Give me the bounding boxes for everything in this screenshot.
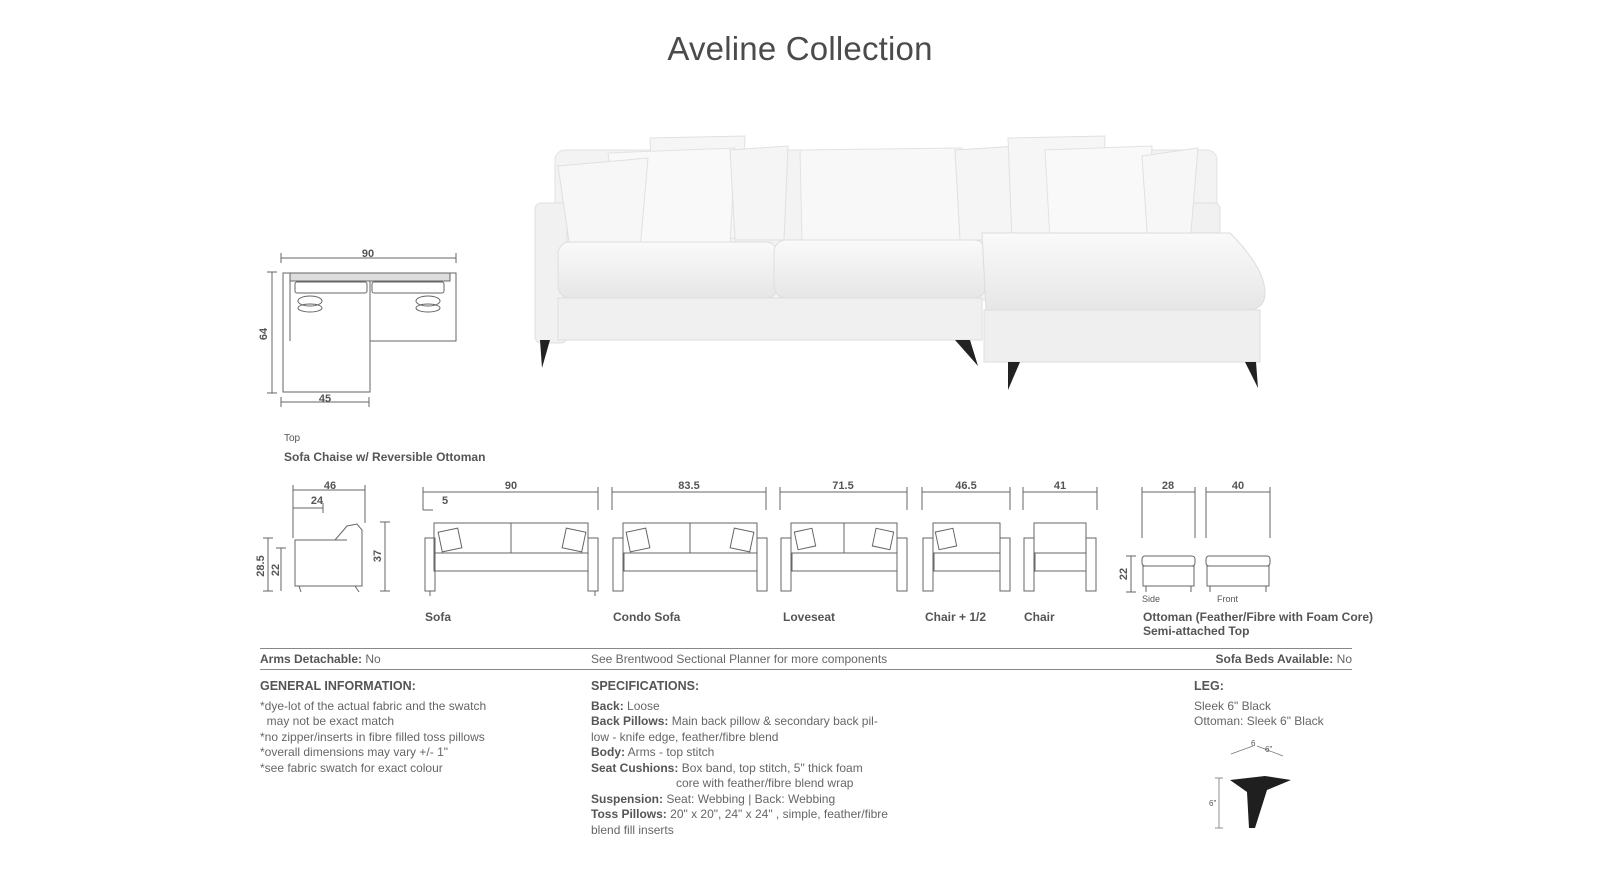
spec-seat-value: Box band, top stitch, 5" thick foam <box>681 760 863 775</box>
ottoman-side-width: 28 <box>1161 480 1175 492</box>
component-loveseat-label: Loveseat <box>783 610 836 624</box>
leg-line2: Ottoman: Sleek 6" Black <box>1194 714 1324 728</box>
chair-half-width: 46.5 <box>955 480 977 492</box>
chair-width: 41 <box>1053 480 1067 492</box>
dim-height: 37 <box>372 549 384 563</box>
leg-dim-h: 6" <box>1209 799 1217 808</box>
general-info <box>260 679 486 776</box>
specs-heading: SPECIFICATIONS: <box>591 679 700 693</box>
ottoman-name-line1: Ottoman (Feather/Fibre with Foam Core) <box>1143 610 1374 624</box>
spec-back-label: Back: <box>591 698 624 713</box>
spec-body-value: Arms - top stitch <box>627 745 715 759</box>
divider-top <box>260 648 1352 649</box>
component-sofa-label: Sofa <box>425 610 452 624</box>
spec-body-label: Body: <box>591 745 625 759</box>
divider-bottom <box>260 669 1352 670</box>
spec-back-value: Loose <box>627 698 660 713</box>
top-view-diagram <box>255 246 470 414</box>
spec-pillows-value: Main back pillow & secondary back pil- <box>671 714 878 728</box>
dim-side-depth: 46 <box>323 480 337 492</box>
components-diagram <box>420 478 1120 598</box>
sofa-extra: 5 <box>441 495 449 507</box>
leg-heading: LEG: <box>1194 679 1224 693</box>
leg-line1: Sleek 6" Black <box>1194 698 1271 713</box>
general-line: *see fabric swatch for exact colour <box>260 760 443 775</box>
leg-diagram <box>1205 736 1305 836</box>
leg-dim-a: 6 <box>1251 739 1256 748</box>
ottoman-front-width: 40 <box>1231 480 1245 492</box>
spec-toss-value2: blend fill inserts <box>591 822 674 837</box>
sectional-sofa-image <box>530 128 1275 396</box>
ottoman-height: 22 <box>1118 567 1130 581</box>
general-line: *no zipper/inserts in fibre filled toss pillows <box>260 729 485 744</box>
component-chair-half-label: Chair + 1/2 <box>925 610 987 624</box>
spec-pillows-value2: low - knife edge, feather/fibre blend <box>591 729 779 744</box>
dim-arm-height: 28.5 <box>255 555 267 577</box>
dim-seat-depth: 24 <box>310 495 324 507</box>
spec-susp-value: Seat: Webbing | Back: Webbing <box>666 791 836 806</box>
general-line: may not be exact match <box>260 714 395 728</box>
spec-pillows-label: Back Pillows: <box>591 714 669 728</box>
leg-info <box>1194 679 1324 730</box>
spec-seat-value2: core with feather/fibre blend wrap <box>676 776 854 790</box>
general-heading: GENERAL INFORMATION: <box>260 679 416 693</box>
general-line: *overall dimensions may vary +/- 1" <box>260 745 448 759</box>
dim-top-depth: 64 <box>258 327 270 341</box>
dim-top-chaise: 45 <box>318 393 332 405</box>
sofa-beds <box>1100 652 1352 668</box>
beds-value: No <box>1336 652 1352 666</box>
top-view-caption: Top <box>284 433 301 444</box>
loveseat-width: 71.5 <box>832 480 854 492</box>
planner-note: See Brentwood Sectional Planner for more components <box>591 652 888 666</box>
side-view-diagram <box>255 478 395 598</box>
spec-seat-label: Seat Cushions: <box>591 760 679 775</box>
beds-label: Sofa Beds Available: <box>1215 652 1334 666</box>
page-title: Aveline Collection <box>667 30 933 67</box>
spec-toss-label: Toss Pillows: <box>591 807 667 821</box>
arms-value: No <box>365 652 381 666</box>
ottoman-name-line2: Semi-attached Top <box>1143 624 1250 638</box>
dim-seat-height: 22 <box>270 563 282 577</box>
specifications <box>591 679 891 838</box>
leg-dim-b: 6" <box>1265 745 1273 754</box>
condo-sofa-width: 83.5 <box>678 480 700 492</box>
spec-susp-label: Suspension: <box>591 791 664 806</box>
dim-top-width: 90 <box>361 248 375 260</box>
component-condo-sofa-label: Condo Sofa <box>613 610 681 624</box>
ottoman-front-label: Front <box>1217 594 1239 604</box>
ottoman-side-label: Side <box>1142 594 1161 604</box>
top-view-name: Sofa Chaise w/ Reversible Ottoman <box>284 450 486 464</box>
general-line: *dye-lot of the actual fabric and the swatch <box>260 698 487 713</box>
sofa-width: 90 <box>504 480 518 492</box>
arms-detachable <box>260 652 381 668</box>
arms-label: Arms Detachable: <box>260 652 363 666</box>
ottoman-diagram <box>1118 478 1278 608</box>
component-chair-label: Chair <box>1024 610 1055 624</box>
spec-toss-value: 20" x 20", 24" x 24" , simple, feather/fibre <box>670 807 888 821</box>
